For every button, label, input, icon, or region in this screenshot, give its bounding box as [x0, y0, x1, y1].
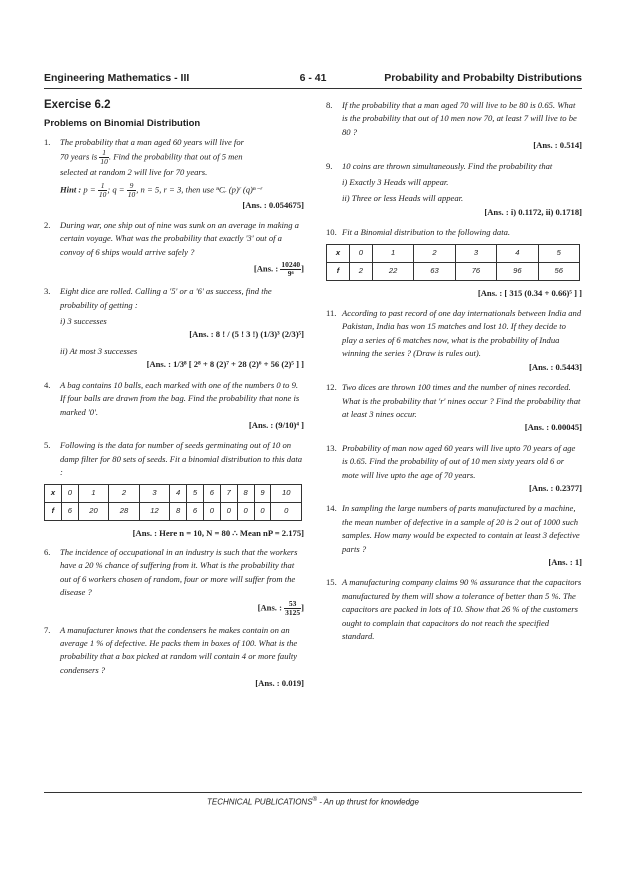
table-cell: 0	[203, 502, 220, 520]
table-cell: 8	[170, 502, 187, 520]
publisher-name: TECHNICAL PUBLICATIONS	[207, 797, 313, 807]
question-text: In sampling the large numbers of parts manufactured by a machine, the mean number of defective in a sample of 20 is 2 out of 1000 such samples. How many would be expected to contain at least 3 defective parts ?	[342, 503, 580, 554]
right-column	[326, 99, 582, 650]
table-cell: 1	[372, 244, 413, 262]
question-8	[326, 99, 582, 153]
question-number: 11.	[326, 308, 337, 319]
question-text: If the probability that a man aged 70 will live to be 80 is 0.65. What is the probability that out of 10 men now 70, at least 7 will live to be 80 ?	[342, 100, 577, 137]
fraction: $\frac{1}{10}$	[98, 180, 107, 199]
answer: [Ans. : $\frac{10240}{\text{9⁶}}$ ]	[253, 260, 304, 279]
table-cell: 6	[61, 502, 78, 520]
question-part: ii) At most 3 successes	[60, 345, 138, 356]
question-text: A manufacturing company claims 90 % assurance that the capacitors manufactured by them will show a tolerance of better than 5 %. The capacitors are packed in lots of 10. Show that 26 % of the customers ought to complain that capacitors do not reach the specified standard.	[342, 577, 582, 641]
table-cell: 0	[220, 502, 237, 520]
answer: [Ans. : 0.019]	[255, 678, 304, 689]
table-cell: 28	[109, 502, 139, 520]
question-1	[44, 136, 304, 212]
header-rule	[44, 88, 582, 89]
question-text: Following is the data for number of seeds germinating out of 10 on damp filter for 80 sets of seeds. Fit a binomial distribution to this data :	[60, 440, 303, 478]
question-number: 3.	[44, 286, 51, 297]
table-cell: 8	[237, 484, 254, 502]
question-text: The probability that a man aged 60 years will live for	[60, 136, 244, 147]
hint-text: p =	[83, 184, 96, 195]
question-text: A bag contains 10 balls, each marked with one of the numbers 0 to 9. If four balls are drawn from the bag. Find the probability that none is marked '0'.	[60, 379, 300, 417]
table-cell: 7	[220, 484, 237, 502]
table-cell: 3	[139, 484, 169, 502]
answer: [Ans. : 0.2377]	[529, 482, 582, 493]
page-header	[44, 72, 582, 88]
table-cell: 56	[538, 262, 579, 280]
hint-text: , n = 5, r = 3, then use	[136, 184, 214, 195]
question-text: During war, one ship out of nine was sunk on an average in making a certain voyage. What was the probability that exactly '3' out of a convoy of 6 ships would arrive safely ?	[60, 220, 299, 257]
table-cell: 0	[237, 502, 254, 520]
answer: [Ans. : 1]	[548, 556, 582, 567]
table-row	[327, 244, 580, 262]
question-number: 7.	[44, 624, 51, 635]
question-number: 4.	[44, 379, 51, 390]
question-4	[44, 379, 304, 433]
question-number: 6.	[44, 546, 51, 557]
table-header-cell: x	[327, 244, 350, 262]
question-5	[44, 439, 304, 479]
question-13	[326, 442, 582, 496]
question-text: According to past record of one day internationals between India and Pakistan, India has won 15 matches and lost 10. If they decide to play a series of 6 matches now, what is the probability of Indua winning the series ? (Draw is rules out).	[342, 308, 582, 359]
answer: [Ans. : 8 ! / (5 ! 3 !) (1/3)³ (2/3)⁵]	[189, 329, 304, 340]
table-cell: 20	[78, 502, 108, 520]
fraction: $\frac{53}{3125}$	[285, 598, 301, 617]
answer: [Ans. : (9/10)⁴ ]	[248, 419, 304, 430]
question-text: Eight dice are rolled. Calling a '5' or a '6' as success, find the probability of getting :	[60, 286, 272, 310]
table-cell: 9	[254, 484, 271, 502]
table-cell: 6	[187, 502, 204, 520]
table-header-cell: f	[327, 262, 350, 280]
question-7	[44, 624, 304, 691]
question-text: Two dices are thrown 100 times and the number of nines recorded. What is the probability that 'r' nines occur ? Find the probability that at least 3 nines occur.	[342, 382, 581, 419]
left-column	[44, 99, 304, 698]
table-cell: 96	[497, 262, 538, 280]
table-cell: 76	[455, 262, 496, 280]
question-text: The incidence of occupational in an industry is such that the workers have a 20 % chance of suffering from it. What is the probability that out of 6 workers chosen of random, four or more will suffer from the disease ?	[60, 546, 298, 598]
registered-mark: ®	[312, 797, 317, 803]
table-cell: 0	[349, 244, 372, 262]
page-footer	[44, 797, 582, 807]
question-2	[44, 219, 304, 278]
answer: [Ans. : 0.5443]	[529, 361, 582, 372]
table-cell: 5	[187, 484, 204, 502]
book-title: Engineering Mathematics - III	[44, 72, 190, 84]
table-cell: 2	[414, 244, 455, 262]
question-text: . Find the probability that out of 5 men	[108, 151, 243, 162]
question-14	[326, 502, 582, 569]
exercise-title: Exercise 6.2	[44, 99, 111, 111]
question-15	[326, 576, 582, 643]
question-12	[326, 381, 582, 435]
hint-formula: ⁿCᵣ (p)ʳ (q)ⁿ⁻ʳ	[216, 184, 263, 195]
question-text: Fit a Binomial distribution to the following data.	[342, 227, 511, 238]
question-text: 70 years is	[60, 151, 98, 162]
question-text: selected at random 2 will live for 70 years.	[60, 167, 208, 178]
hint-label: Hint :	[60, 184, 82, 195]
question-number: 1.	[44, 136, 51, 147]
table-row	[327, 262, 580, 280]
question-number: 13.	[326, 442, 337, 453]
answer: [Ans. : Here n = 10, N = 80 ∴ Mean nP = 2.175]	[132, 527, 304, 538]
table-cell: 0	[254, 502, 271, 520]
table-cell: 1	[78, 484, 108, 502]
table-cell: 63	[414, 262, 455, 280]
table-cell: 4	[497, 244, 538, 262]
chapter-title: Probability and Probabilty Distributions	[384, 72, 582, 84]
question-number: 10.	[326, 227, 337, 238]
table-row	[45, 484, 302, 502]
question-10	[326, 226, 582, 239]
hint-text: ; q =	[107, 184, 125, 195]
table-cell: 0	[271, 502, 302, 520]
question-number: 14.	[326, 503, 337, 514]
fraction: $\frac{9}{10}$	[127, 180, 136, 199]
question-3	[44, 285, 304, 371]
question-text: Probability of man now aged 60 years will live upto 70 years of age is 0.65. Find the probability of out of 10 men sixty years old 6 or mote will live upto the age of 70 years.	[342, 442, 576, 480]
table-cell: 22	[372, 262, 413, 280]
answer: [Ans. : $\frac{53}{3125}$ ]	[257, 598, 304, 617]
fraction: $\frac{1}{10}$	[100, 148, 108, 167]
question-11	[326, 307, 582, 374]
answer: [Ans. : 0.00045]	[524, 422, 582, 433]
answer: [Ans. : 1/3⁸ [ 2⁸ + 8 (2)⁷ + 28 (2)⁶ + 56 (2)⁵ ] ]	[146, 359, 304, 370]
table-cell: 12	[139, 502, 169, 520]
question-9	[326, 160, 582, 220]
exercise-subtitle: Problems on Binomial Distribution	[44, 118, 201, 130]
footer-rule	[44, 792, 582, 793]
question-number: 9.	[326, 160, 333, 171]
table-header-cell: f	[45, 502, 62, 520]
fraction: $\frac{10240}{\text{9⁶}}$	[281, 260, 301, 279]
seed-data-table	[44, 484, 302, 521]
question-text: 10 coins are thrown simultaneously. Find the probability that	[342, 160, 553, 171]
table-header-cell: x	[45, 484, 62, 502]
binomial-data-table	[326, 244, 580, 281]
table-cell: 5	[538, 244, 579, 262]
answer: [Ans. : i) 0.1172, ii) 0.1718]	[484, 206, 582, 217]
table-cell: 0	[61, 484, 78, 502]
answer: [Ans. : 0.514]	[533, 140, 582, 151]
question-part: i) Exactly 3 Heads will appear.	[342, 177, 449, 188]
table-cell: 6	[203, 484, 220, 502]
table-row	[45, 502, 302, 520]
question-number: 5.	[44, 440, 51, 451]
publisher-tagline: - An up thrust for knowledge	[316, 797, 419, 807]
answer: [Ans. : 0.054675]	[242, 199, 304, 210]
table-cell: 2	[109, 484, 139, 502]
question-part: i) 3 successes	[60, 316, 107, 327]
answer: [Ans. : [ 315 (0.34 + 0.66)⁵ ] ]	[477, 287, 582, 298]
question-part: ii) Three or less Heads will appear.	[342, 193, 464, 204]
question-text: A manufacturer knows that the condensers he makes contain on an average 1 % of defective. He packs them in boxes of 100. What is the probability that a box picked at random will contain 4 or more faulty condensers ?	[60, 624, 298, 675]
question-number: 2.	[44, 220, 51, 231]
question-number: 8.	[326, 100, 333, 110]
question-number: 15.	[326, 577, 337, 588]
table-cell: 2	[349, 262, 372, 280]
table-cell: 10	[271, 484, 302, 502]
table-cell: 3	[455, 244, 496, 262]
question-6	[44, 546, 304, 617]
page-number: 6 - 41	[299, 72, 327, 84]
table-cell: 4	[170, 484, 187, 502]
question-number: 12.	[326, 382, 337, 393]
